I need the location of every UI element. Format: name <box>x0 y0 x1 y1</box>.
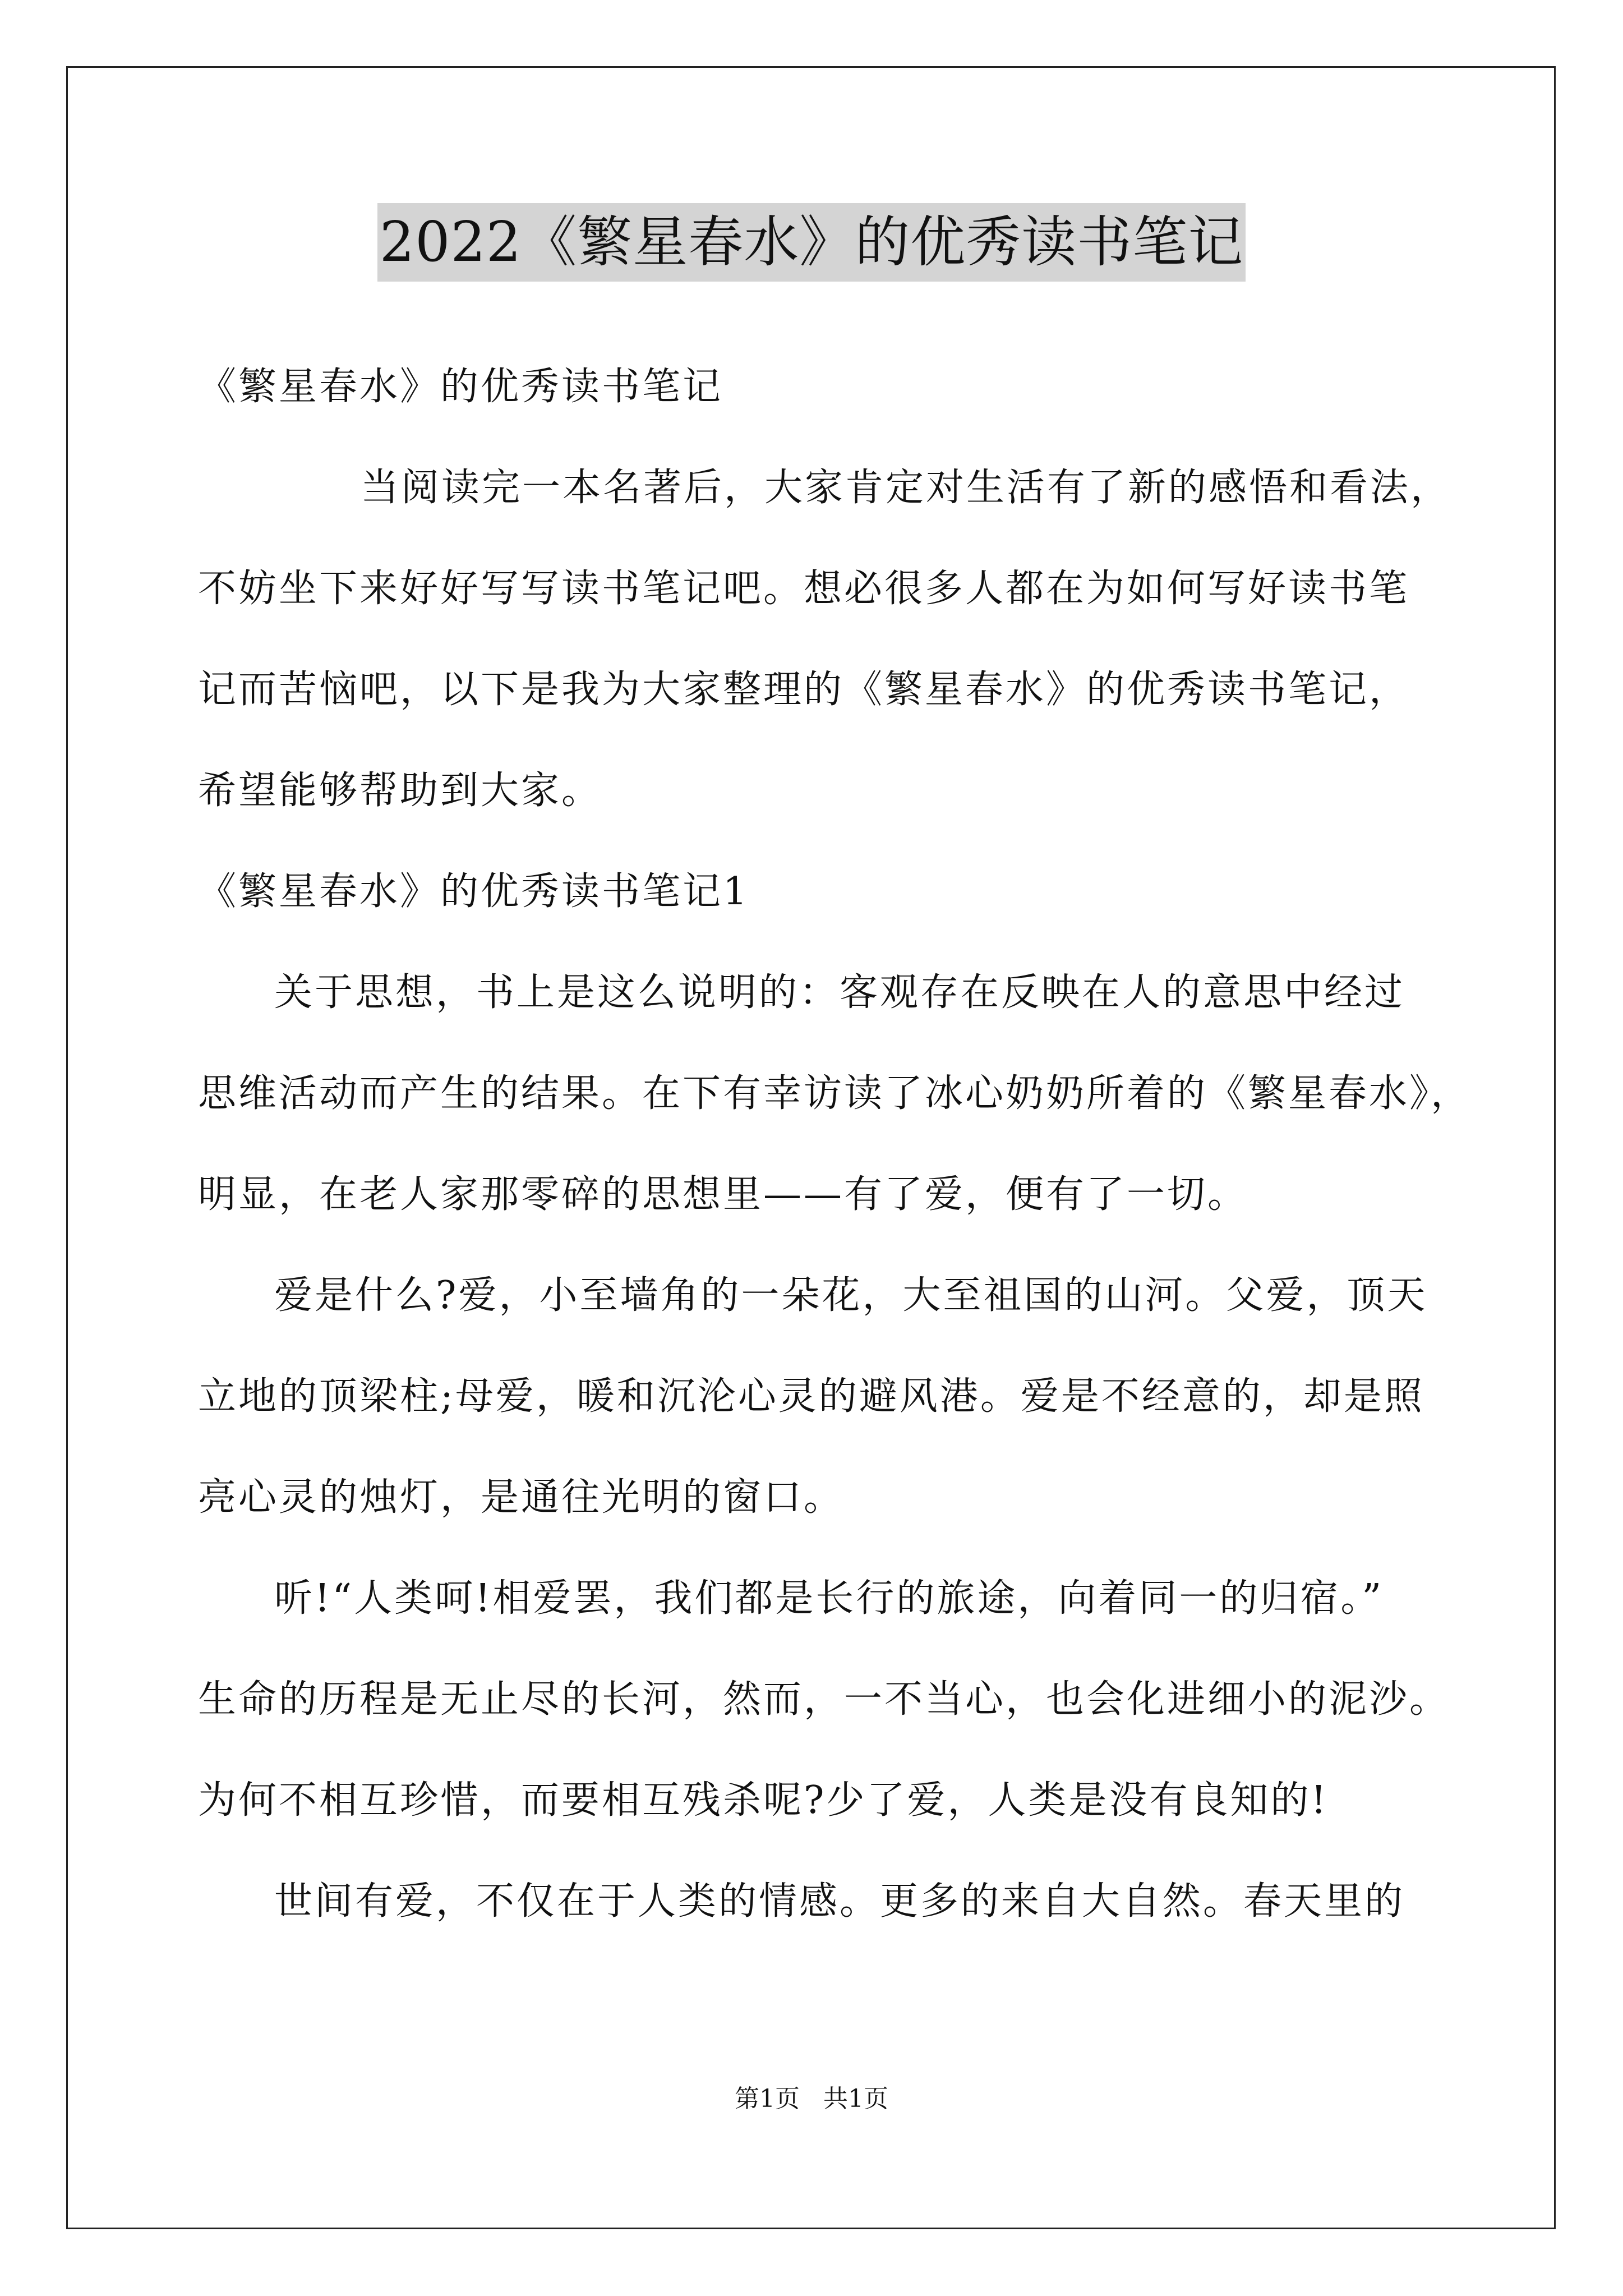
paragraph-line: 听!“人类呵!相爱罢，我们都是长行的旅途，向着同一的归宿。” <box>274 1576 1384 1621</box>
paragraph-line: 世间有爱，不仅在于人类的情感。更多的来自大自然。春天里的 <box>274 1879 1405 1924</box>
paragraph-line: 思维活动而产生的结果。在下有幸访读了冰心奶奶所着的《繁星春水》， <box>198 1071 1472 1116</box>
document-title <box>0 203 1623 282</box>
paragraph-line: 爱是什么?爱，小至墙角的一朵花，大至祖国的山河。父爱，顶天 <box>274 1273 1428 1318</box>
paragraph-line: 明显，在老人家那零碎的思想里——有了爱，便有了一切。 <box>198 1172 1248 1217</box>
document-title-text: 2022《繁星春水》的优秀读书笔记 <box>377 203 1246 282</box>
page-footer: 第1页 共1页 <box>735 2085 888 2113</box>
document-body <box>198 337 1472 1952</box>
paragraph-line: 生命的历程是无止尽的长河，然而，一不当心，也会化进细小的泥沙。 <box>198 1677 1450 1722</box>
paragraph-line: 希望能够帮助到大家。 <box>198 769 602 813</box>
paragraph-line: 不妨坐下来好好写写读书笔记吧。想必很多人都在为如何写好读书笔 <box>198 567 1410 611</box>
paragraph-line: 为何不相互珍惜，而要相互残杀呢?少了爱，人类是没有良知的! <box>198 1778 1329 1823</box>
subtitle-line: 《繁星春水》的优秀读书笔记 <box>198 365 723 409</box>
paragraph-line: 记而苦恼吧，以下是我为大家整理的《繁星春水》的优秀读书笔记， <box>198 668 1410 712</box>
paragraph-line: 关于思想，书上是这么说明的：客观存在反映在人的意思中经过 <box>274 970 1405 1015</box>
paragraph-line: 立地的顶梁柱;母爱，暖和沉沦心灵的避风港。爱是不经意的，却是照 <box>198 1374 1424 1419</box>
paragraph-line: 当阅读完一本名著后，大家肯定对生活有了新的感悟和看法， <box>361 466 1451 510</box>
paragraph-line: 亮心灵的烛灯，是通往光明的窗口。 <box>198 1475 845 1520</box>
section-heading: 《繁星春水》的优秀读书笔记1 <box>198 869 750 914</box>
